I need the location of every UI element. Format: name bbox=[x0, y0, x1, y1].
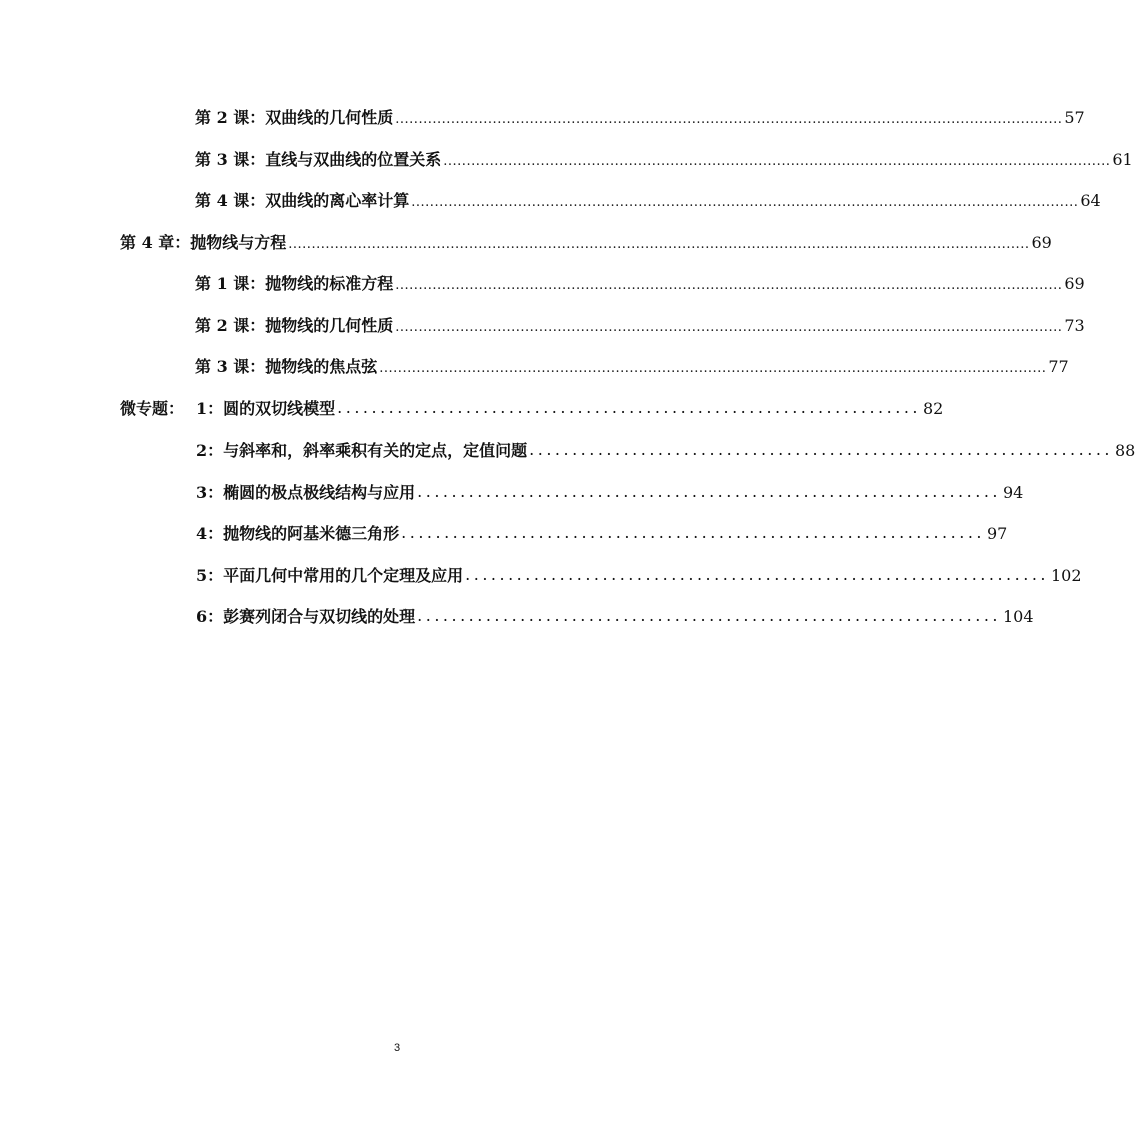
toc-entry[interactable] bbox=[195, 186, 1101, 212]
toc-entry[interactable] bbox=[195, 103, 1085, 129]
toc-entry-page: 88 bbox=[1114, 441, 1135, 460]
toc-entry-title: 3：椭圆的极点极线结构与应用 bbox=[196, 483, 416, 502]
dot-leader: ................................................................................................................................................ bbox=[395, 278, 1063, 293]
toc-entry-page: 97 bbox=[986, 524, 1008, 543]
toc-entry-page: 69 bbox=[1064, 274, 1085, 293]
special-topics-heading: 微专题： bbox=[120, 399, 185, 418]
dot-leader: ................................................................................................................................................ bbox=[379, 361, 1047, 376]
toc-entry-title: 2：与斜率和，斜率乘积有关的定点，定值问题 bbox=[196, 441, 528, 460]
toc-entry-page: 104 bbox=[1002, 607, 1034, 626]
dot-leader: ................................................................................................................................................ bbox=[395, 112, 1063, 127]
special-topic-entry[interactable] bbox=[196, 602, 1034, 628]
dot-leader: .................................................................... bbox=[465, 565, 1049, 584]
dot-leader: .................................................................... bbox=[337, 398, 921, 417]
toc-entry-title: 第 1 课：抛物线的标准方程 bbox=[195, 274, 394, 293]
dot-leader: .................................................................... bbox=[401, 523, 985, 542]
toc-entry-page: 61 bbox=[1112, 150, 1133, 169]
toc-entry-page: 94 bbox=[1002, 483, 1024, 502]
toc-entry-title: 第 4 章：抛物线与方程 bbox=[120, 233, 287, 252]
dot-leader: .................................................................... bbox=[529, 440, 1113, 459]
dot-leader: ................................................................................................................................................ bbox=[443, 154, 1111, 169]
toc-entry-title: 第 3 课：抛物线的焦点弦 bbox=[195, 357, 378, 376]
special-topic-entry[interactable] bbox=[196, 478, 1024, 504]
page-number: 3 bbox=[393, 1042, 401, 1054]
special-topic-entry[interactable] bbox=[196, 436, 1135, 462]
special-topic-entry[interactable] bbox=[196, 394, 944, 420]
special-topic-entry[interactable] bbox=[196, 561, 1082, 587]
toc-entry-page: 73 bbox=[1064, 316, 1085, 335]
dot-leader: .................................................................... bbox=[417, 482, 1001, 501]
toc-entry-title: 1：圆的双切线模型 bbox=[196, 399, 336, 418]
toc-entry-title: 第 2 课：抛物线的几何性质 bbox=[195, 316, 394, 335]
toc-entry-title: 第 2 课：双曲线的几何性质 bbox=[195, 108, 394, 127]
dot-leader: ................................................................................................................................................ bbox=[411, 195, 1079, 210]
toc-entry-page: 77 bbox=[1048, 357, 1069, 376]
dot-leader: .................................................................... bbox=[417, 606, 1001, 625]
toc-entry-page: 69 bbox=[1031, 233, 1052, 252]
dot-leader: ................................................................................................................................................ bbox=[395, 320, 1063, 335]
toc-entry-page: 82 bbox=[922, 399, 944, 418]
toc-entry-page: 57 bbox=[1064, 108, 1085, 127]
toc-entry-page: 102 bbox=[1050, 566, 1082, 585]
dot-leader: ................................................................................................................................................................ bbox=[288, 237, 1030, 252]
toc-entry-title: 5：平面几何中常用的几个定理及应用 bbox=[196, 566, 464, 585]
toc-entry[interactable] bbox=[195, 145, 1133, 171]
toc-entry-title: 第 3 课：直线与双曲线的位置关系 bbox=[195, 150, 442, 169]
toc-entry-title: 第 4 课：双曲线的离心率计算 bbox=[195, 191, 410, 210]
toc-entry[interactable] bbox=[195, 352, 1069, 378]
toc-entry-page: 64 bbox=[1080, 191, 1101, 210]
toc-entry[interactable] bbox=[195, 311, 1085, 337]
toc-entry-title: 6：彭赛列闭合与双切线的处理 bbox=[196, 607, 416, 626]
toc-entry[interactable] bbox=[195, 269, 1085, 295]
toc-entry-title: 4：抛物线的阿基米德三角形 bbox=[196, 524, 400, 543]
toc-chapter-entry[interactable] bbox=[120, 228, 1052, 254]
special-topic-entry[interactable] bbox=[196, 519, 1008, 545]
